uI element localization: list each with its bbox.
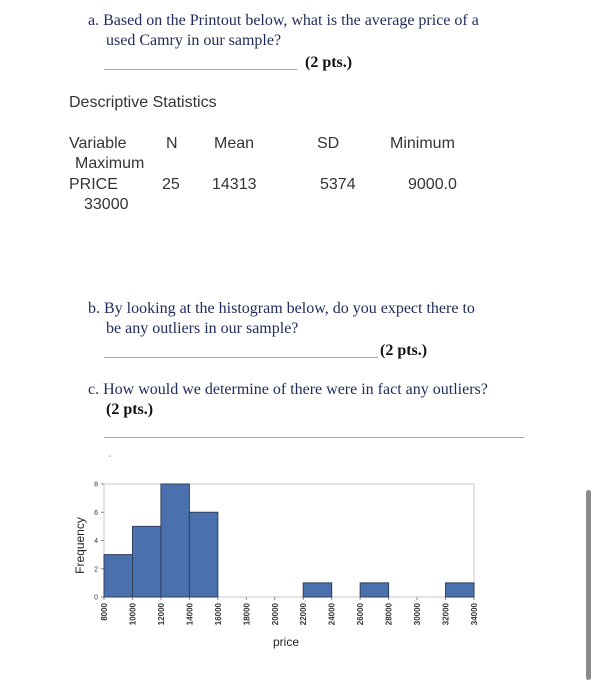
histogram-bar xyxy=(132,526,160,597)
histogram-bar xyxy=(303,583,331,597)
y-tick-label: 6 xyxy=(94,509,98,517)
stats-title: Descriptive Statistics xyxy=(69,94,217,111)
price-histogram xyxy=(0,470,595,660)
x-tick-label: 10000 xyxy=(128,603,138,626)
stats-header-mean: Mean xyxy=(214,135,255,152)
stats-header-n: N xyxy=(166,135,178,152)
stats-cell-n: 25 xyxy=(162,176,180,193)
question-b-line1: b. By looking at the histogram below, do you expect there to xyxy=(88,300,475,317)
scrollbar[interactable] xyxy=(586,490,591,680)
x-tick-label: 24000 xyxy=(327,603,337,626)
x-tick-label: 30000 xyxy=(413,603,423,626)
stats-cell-sd: 5374 xyxy=(320,176,356,193)
y-tick-label: 8 xyxy=(94,481,98,489)
stats-cell-minimum: 9000.0 xyxy=(408,176,457,193)
answer-blank-c-mark: - xyxy=(108,450,112,462)
histogram-bar xyxy=(446,583,474,597)
histogram-bar xyxy=(161,484,189,597)
question-c-points: (2 pts.) xyxy=(106,401,154,418)
y-tick-label: 0 xyxy=(94,594,98,602)
histogram-bar xyxy=(360,583,388,597)
question-b-line2: be any outliers in our sample? xyxy=(106,320,299,337)
x-tick-label: 8000 xyxy=(100,603,109,621)
x-axis-label: price xyxy=(272,635,300,649)
question-b-points: (2 pts.) xyxy=(380,342,428,359)
x-tick-label: 18000 xyxy=(242,603,252,626)
x-tick-label: 12000 xyxy=(156,603,166,626)
x-tick-label: 26000 xyxy=(356,603,366,626)
answer-blank-a xyxy=(104,69,297,70)
y-tick-label: 4 xyxy=(94,538,98,545)
y-tick-label: 2 xyxy=(94,566,98,574)
stats-cell-maximum: 33000 xyxy=(84,196,129,213)
stats-cell-variable: PRICE xyxy=(69,176,118,193)
x-tick-label: 34000 xyxy=(470,603,479,626)
question-c-line1: c. How would we determine of there were in fact any outliers? xyxy=(88,381,488,398)
x-tick-label: 14000 xyxy=(185,603,195,626)
histogram-bar xyxy=(189,512,217,597)
stats-header-variable: Variable xyxy=(69,135,127,152)
stats-header-sd: SD xyxy=(317,135,340,152)
answer-blank-b xyxy=(104,357,378,358)
question-a-line1: a. Based on the Printout below, what is the average price of a xyxy=(88,12,479,29)
histogram-bar xyxy=(104,555,132,597)
stats-header-maximum: Maximum xyxy=(75,155,145,172)
x-tick-label: 20000 xyxy=(270,603,280,626)
stats-cell-mean: 14313 xyxy=(212,176,257,193)
answer-blank-c xyxy=(104,437,524,438)
x-tick-label: 22000 xyxy=(299,603,309,626)
question-a-points: (2 pts.) xyxy=(305,54,353,71)
x-tick-label: 32000 xyxy=(441,603,451,626)
x-tick-label: 16000 xyxy=(213,603,223,626)
y-axis-label: Frequency xyxy=(73,517,87,574)
stats-header-minimum: Minimum xyxy=(390,135,455,152)
question-a-line2: used Camry in our sample? xyxy=(106,32,282,49)
x-tick-label: 28000 xyxy=(384,603,394,626)
